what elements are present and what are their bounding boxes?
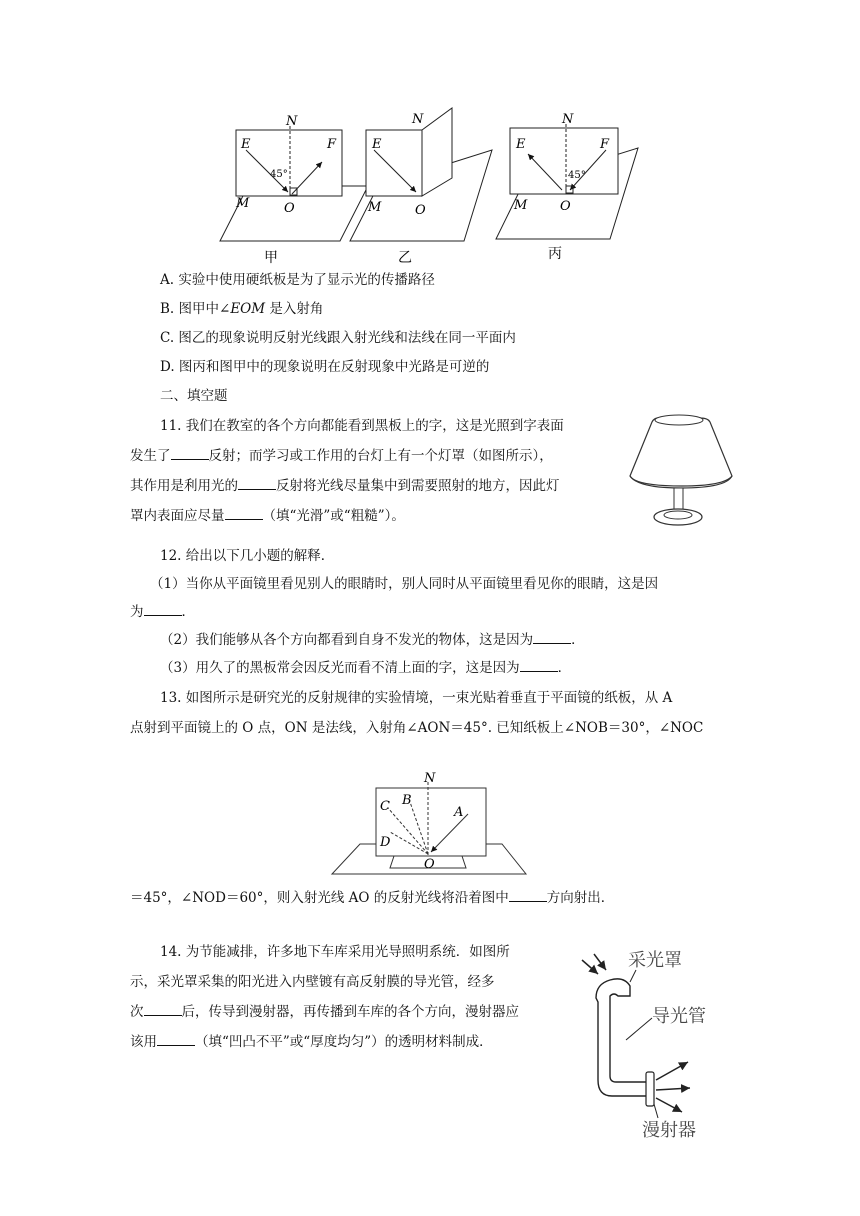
label-diffuser: 漫射器	[642, 1120, 696, 1140]
label-c: C	[380, 799, 390, 814]
q12-title: 12. 给出以下几小题的解释．	[160, 548, 335, 564]
label-n: N	[424, 771, 436, 786]
panel-bing	[496, 112, 638, 262]
q14-line-3: 次 后，传导到漫射器，再传播到车库的各个方向，漫射器应	[130, 1004, 519, 1020]
option-b-suffix: 是入射角	[265, 301, 324, 317]
label-e: E	[516, 137, 526, 152]
label-o: O	[424, 857, 435, 872]
option-c: C. 图乙的现象说明反射光线跟入射光线和法线在同一平面内	[160, 330, 516, 346]
label-collector: 采光罩	[628, 950, 682, 971]
section-heading: 二、填空题	[160, 388, 228, 404]
answer-blank	[533, 643, 571, 644]
answer-blank	[509, 901, 547, 902]
label-m: M	[236, 196, 250, 211]
label-o: O	[560, 199, 571, 214]
q12-part-2: （2）我们能够从各个方向都看到自身不发光的物体，这是因为 ．	[160, 632, 585, 648]
answer-blank	[225, 519, 263, 520]
label-n: N	[412, 112, 424, 127]
option-d: D. 图丙和图甲中的现象说明在反射现象中光路是可逆的	[160, 359, 490, 375]
q13-line-3: ＝45°，∠NOD＝60°，则入射光线 AO 的反射光线将沿着图中 方向射出．	[130, 890, 615, 906]
q12-part-1: （1）当你从平面镜里看见别人的眼睛时，别人同时从平面镜里看见你的眼睛，这是因	[150, 576, 659, 592]
reflection-experiment-figure	[210, 106, 650, 264]
answer-blank	[144, 1015, 182, 1016]
q11-line-1: 11. 我们在教室的各个方向都能看到黑板上的字，这是光照到字表面	[160, 418, 564, 434]
light-pipe-figure	[578, 940, 738, 1140]
answer-blank	[144, 615, 182, 616]
q11-line-4: 罩内表面应尽量 （填“光滑”或“粗糙”）。	[130, 508, 405, 524]
label-n: N	[562, 112, 574, 127]
desk-lamp-figure	[628, 412, 738, 530]
angle-label: 45°	[270, 169, 288, 180]
answer-blank	[520, 671, 558, 672]
q12-part-3: （3）用久了的黑板常会因反光而看不清上面的字，这是因为 ．	[160, 660, 572, 676]
q11-line-2: 发生了 反射；而学习或工作用的台灯上有一个灯罩（如图所示），	[130, 448, 553, 464]
option-b	[160, 297, 323, 317]
q14-line-1: 14. 为节能减排，许多地下车库采用光导照明系统．如图所	[160, 944, 510, 960]
q12-part-1-cont: 为 ．	[130, 604, 195, 620]
label-pipe: 导光管	[652, 1006, 706, 1027]
label-e: E	[241, 137, 251, 152]
label-n: N	[286, 114, 298, 129]
answer-blank	[238, 489, 276, 490]
option-b-math: ∠EOM	[219, 301, 266, 317]
caption-jia: 甲	[264, 250, 278, 264]
label-o: O	[415, 203, 426, 218]
panel-yi	[350, 108, 492, 264]
label-b: B	[402, 793, 412, 808]
label-o: O	[284, 201, 295, 216]
q13-line-2: 点射到平面镜上的 O 点，ON 是法线，入射角∠AON＝45°. 已知纸板上∠NOB＝30°，∠NOC	[130, 720, 704, 736]
q13-line-1: 13. 如图所示是研究光的反射规律的实验情境，一束光贴着垂直于平面镜的纸板，从 A	[160, 690, 673, 706]
panel-jia	[220, 114, 368, 264]
label-a: A	[454, 805, 464, 820]
label-m: M	[514, 198, 528, 213]
q14-line-4: 该用 （填“凹凸不平”或“厚度均匀”）的透明材料制成．	[130, 1034, 493, 1050]
option-a: A. 实验中使用硬纸板是为了显示光的传播路径	[160, 272, 435, 288]
label-f: F	[600, 137, 610, 152]
option-b-prefix: B. 图甲中	[160, 301, 220, 317]
q11-line-3: 其作用是利用光的 反射将光线尽量集中到需要照射的地方，因此灯	[130, 478, 560, 494]
answer-blank	[171, 459, 209, 460]
angle-label: 45°	[568, 170, 586, 181]
label-m: M	[368, 200, 382, 215]
caption-yi: 乙	[398, 250, 412, 264]
caption-bing: 丙	[548, 246, 562, 262]
label-d: D	[380, 835, 391, 850]
label-e: E	[372, 137, 382, 152]
label-f: F	[327, 137, 337, 152]
q14-line-2: 示，采光罩采集的阳光进入内壁镀有高反射膜的导光管，经多	[130, 974, 495, 990]
answer-blank	[157, 1045, 195, 1046]
reflection-board-figure	[330, 770, 530, 878]
